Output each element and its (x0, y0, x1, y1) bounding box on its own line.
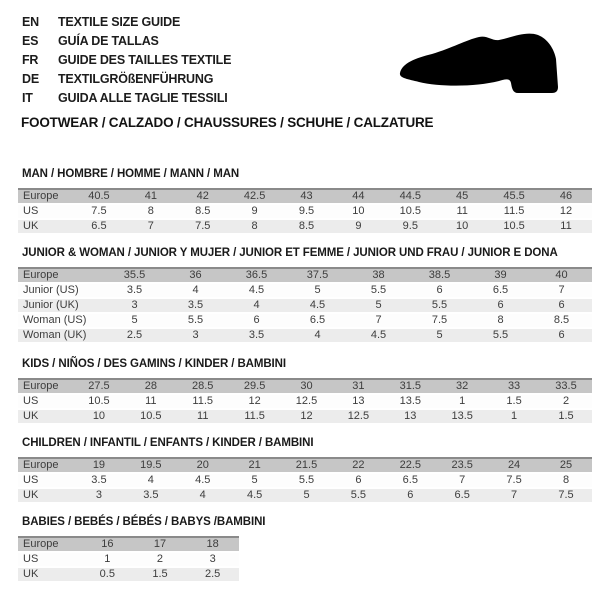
language-code: ES (22, 33, 39, 48)
size-value: 29.5 (229, 378, 281, 395)
row-label: Junior (UK) (18, 299, 104, 314)
size-value: 6 (384, 489, 436, 504)
size-value: 5.5 (281, 474, 333, 489)
table-title: JUNIOR & WOMAN / JUNIOR Y MUJER / JUNIOR ET FEMME / JUNIOR UND FRAU / JUNIOR E DONA (22, 247, 558, 259)
row-label: Junior (US) (18, 284, 104, 299)
size-value: 6 (409, 284, 470, 299)
table-title: BABIES / BEBÉS / BÉBÉS / BABYS /BAMBINI (22, 516, 266, 528)
size-value: 1.5 (540, 410, 592, 425)
size-row (18, 568, 239, 583)
size-value: 9.5 (384, 220, 436, 235)
size-value: 21.5 (281, 457, 333, 474)
size-value: 11 (177, 410, 229, 425)
size-table (18, 457, 592, 504)
size-value: 5 (281, 489, 333, 504)
size-value: 3 (186, 553, 239, 568)
size-value: 13.5 (384, 395, 436, 410)
size-value: 9.5 (281, 205, 333, 220)
size-value: 9 (332, 220, 384, 235)
size-value: 13 (332, 395, 384, 410)
table-title: CHILDREN / INFANTIL / ENFANTS / KINDER / BAMBINI (22, 437, 314, 449)
size-value: 40 (531, 267, 592, 284)
size-value: 6 (226, 314, 287, 329)
size-value: 1 (436, 395, 488, 410)
size-table (18, 188, 592, 235)
size-value: 6.5 (384, 474, 436, 489)
size-value: 12 (540, 205, 592, 220)
size-value: 30 (281, 378, 333, 395)
size-value: 41 (125, 188, 177, 205)
size-row (18, 553, 239, 568)
size-value: 24 (488, 457, 540, 474)
size-value: 7.5 (540, 489, 592, 504)
row-label: UK (18, 220, 73, 235)
size-value: 0.5 (81, 568, 134, 583)
size-value: 7.5 (409, 314, 470, 329)
table-title: MAN / HOMBRE / HOMME / MANN / MAN (22, 168, 240, 180)
size-value: 45.5 (488, 188, 540, 205)
size-value: 3.5 (104, 284, 165, 299)
row-label: UK (18, 568, 81, 583)
size-value: 4 (177, 489, 229, 504)
row-label: Europe (18, 188, 73, 205)
language-label: TEXTILE SIZE GUIDE (58, 14, 181, 29)
row-label: Woman (US) (18, 314, 104, 329)
size-value: 6.5 (470, 284, 531, 299)
size-value: 5 (287, 284, 348, 299)
size-value: 8 (125, 205, 177, 220)
language-row (22, 12, 231, 31)
row-label: UK (18, 489, 73, 504)
size-value: 9 (229, 205, 281, 220)
size-value: 4.5 (226, 284, 287, 299)
size-value: 13.5 (436, 410, 488, 425)
size-value: 4.5 (229, 489, 281, 504)
size-value: 4.5 (348, 329, 409, 344)
size-value: 1 (81, 553, 134, 568)
size-value: 12 (281, 410, 333, 425)
size-row (18, 474, 592, 489)
size-row (18, 284, 592, 299)
language-row (22, 88, 231, 107)
size-value: 6 (470, 299, 531, 314)
size-value: 5.5 (348, 284, 409, 299)
size-value: 6 (531, 329, 592, 344)
size-value: 42.5 (229, 188, 281, 205)
size-value: 4 (125, 474, 177, 489)
size-value: 6.5 (73, 220, 125, 235)
size-value: 2.5 (186, 568, 239, 583)
language-row (22, 31, 231, 50)
size-value: 18 (186, 536, 239, 553)
row-label: US (18, 395, 73, 410)
size-value: 16 (81, 536, 134, 553)
row-label: Europe (18, 378, 73, 395)
language-code: FR (22, 52, 39, 67)
size-value: 36.5 (226, 267, 287, 284)
size-value: 5 (348, 299, 409, 314)
region-header-row (18, 457, 592, 474)
language-list (22, 12, 231, 107)
size-value: 5.5 (332, 489, 384, 504)
size-value: 11 (540, 220, 592, 235)
language-row (22, 69, 231, 88)
size-value: 21 (229, 457, 281, 474)
size-value: 13 (384, 410, 436, 425)
size-value: 1 (488, 410, 540, 425)
size-value: 44 (332, 188, 384, 205)
size-value: 3.5 (125, 489, 177, 504)
size-table-section (18, 168, 592, 235)
size-value: 3.5 (73, 474, 125, 489)
size-value: 10.5 (125, 410, 177, 425)
size-row (18, 205, 592, 220)
size-value: 2 (540, 395, 592, 410)
size-table (18, 267, 592, 344)
size-value: 7 (436, 474, 488, 489)
size-value: 6.5 (436, 489, 488, 504)
size-value: 12 (229, 395, 281, 410)
size-row (18, 329, 592, 344)
region-header-row (18, 378, 592, 395)
size-value: 8 (540, 474, 592, 489)
size-table (18, 536, 239, 583)
size-value: 33 (488, 378, 540, 395)
size-value: 10.5 (73, 395, 125, 410)
size-value: 11.5 (229, 410, 281, 425)
row-label: Woman (UK) (18, 329, 104, 344)
size-value: 40.5 (73, 188, 125, 205)
size-value: 3.5 (165, 299, 226, 314)
row-label: US (18, 553, 81, 568)
size-value: 3.5 (226, 329, 287, 344)
size-value: 22 (332, 457, 384, 474)
row-label: Europe (18, 536, 81, 553)
size-table (18, 378, 592, 425)
size-tables (18, 168, 592, 595)
size-value: 27.5 (73, 378, 125, 395)
language-code: IT (22, 90, 33, 105)
size-value: 4.5 (287, 299, 348, 314)
size-value: 10.5 (488, 220, 540, 235)
size-row (18, 410, 592, 425)
size-value: 35.5 (104, 267, 165, 284)
size-value: 7.5 (73, 205, 125, 220)
language-label: GUIDE DES TAILLES TEXTILE (58, 52, 232, 67)
dress-shoe-icon (394, 24, 576, 106)
size-value: 12.5 (281, 395, 333, 410)
size-value: 3 (165, 329, 226, 344)
size-value: 17 (134, 536, 187, 553)
size-value: 28 (125, 378, 177, 395)
size-value: 8.5 (531, 314, 592, 329)
size-table-section (18, 247, 592, 344)
size-value: 7.5 (177, 220, 229, 235)
size-value: 5.5 (409, 299, 470, 314)
size-value: 23.5 (436, 457, 488, 474)
size-value: 25 (540, 457, 592, 474)
size-value: 42 (177, 188, 229, 205)
size-value: 6.5 (287, 314, 348, 329)
size-value: 11.5 (488, 205, 540, 220)
size-value: 31 (332, 378, 384, 395)
size-row (18, 489, 592, 504)
size-value: 8 (470, 314, 531, 329)
size-table-section (18, 358, 592, 425)
language-label: GUÍA DE TALLAS (58, 33, 159, 48)
size-value: 11.5 (177, 395, 229, 410)
size-value: 36 (165, 267, 226, 284)
size-table-section (18, 516, 592, 583)
size-value: 45 (436, 188, 488, 205)
size-row (18, 220, 592, 235)
row-label: US (18, 474, 73, 489)
size-value: 6 (531, 299, 592, 314)
size-value: 3 (104, 299, 165, 314)
size-row (18, 395, 592, 410)
size-value: 19 (73, 457, 125, 474)
size-row (18, 299, 592, 314)
size-value: 5 (409, 329, 470, 344)
size-value: 5.5 (470, 329, 531, 344)
row-label: Europe (18, 457, 73, 474)
row-label: US (18, 205, 73, 220)
size-table-section (18, 437, 592, 504)
size-value: 11 (436, 205, 488, 220)
region-header-row (18, 536, 239, 553)
language-code: EN (22, 14, 39, 29)
language-label: TEXTILGRÖßENFÜHRUNG (58, 71, 214, 86)
size-value: 5 (104, 314, 165, 329)
size-value: 12.5 (332, 410, 384, 425)
size-value: 1.5 (488, 395, 540, 410)
size-value: 10 (436, 220, 488, 235)
size-value: 5 (229, 474, 281, 489)
size-value: 4 (226, 299, 287, 314)
category-title: FOOTWEAR / CALZADO / CHAUSSURES / SCHUHE / CALZATURE (21, 115, 434, 130)
size-value: 33.5 (540, 378, 592, 395)
size-row (18, 314, 592, 329)
size-value: 5.5 (165, 314, 226, 329)
size-value: 10 (73, 410, 125, 425)
region-header-row (18, 188, 592, 205)
size-value: 38 (348, 267, 409, 284)
size-value: 20 (177, 457, 229, 474)
size-value: 38.5 (409, 267, 470, 284)
size-value: 7 (488, 489, 540, 504)
size-value: 8 (229, 220, 281, 235)
size-value: 6 (332, 474, 384, 489)
size-value: 7.5 (488, 474, 540, 489)
size-value: 7 (531, 284, 592, 299)
size-value: 10 (332, 205, 384, 220)
size-value: 7 (348, 314, 409, 329)
size-value: 22.5 (384, 457, 436, 474)
size-value: 2 (134, 553, 187, 568)
size-value: 10.5 (384, 205, 436, 220)
size-value: 44.5 (384, 188, 436, 205)
row-label: Europe (18, 267, 104, 284)
size-value: 4.5 (177, 474, 229, 489)
size-value: 4 (287, 329, 348, 344)
language-label: GUIDA ALLE TAGLIE TESSILI (58, 90, 228, 105)
size-value: 7 (125, 220, 177, 235)
size-value: 43 (281, 188, 333, 205)
size-value: 28.5 (177, 378, 229, 395)
size-value: 19.5 (125, 457, 177, 474)
language-code: DE (22, 71, 39, 86)
size-value: 31.5 (384, 378, 436, 395)
size-value: 1.5 (134, 568, 187, 583)
language-row (22, 50, 231, 69)
row-label: UK (18, 410, 73, 425)
size-value: 11 (125, 395, 177, 410)
size-value: 3 (73, 489, 125, 504)
size-value: 46 (540, 188, 592, 205)
table-title: KIDS / NIÑOS / DES GAMINS / KINDER / BAMBINI (22, 358, 286, 370)
size-value: 4 (165, 284, 226, 299)
size-value: 39 (470, 267, 531, 284)
region-header-row (18, 267, 592, 284)
size-value: 32 (436, 378, 488, 395)
size-value: 8.5 (281, 220, 333, 235)
size-value: 2.5 (104, 329, 165, 344)
size-value: 8.5 (177, 205, 229, 220)
size-value: 37.5 (287, 267, 348, 284)
